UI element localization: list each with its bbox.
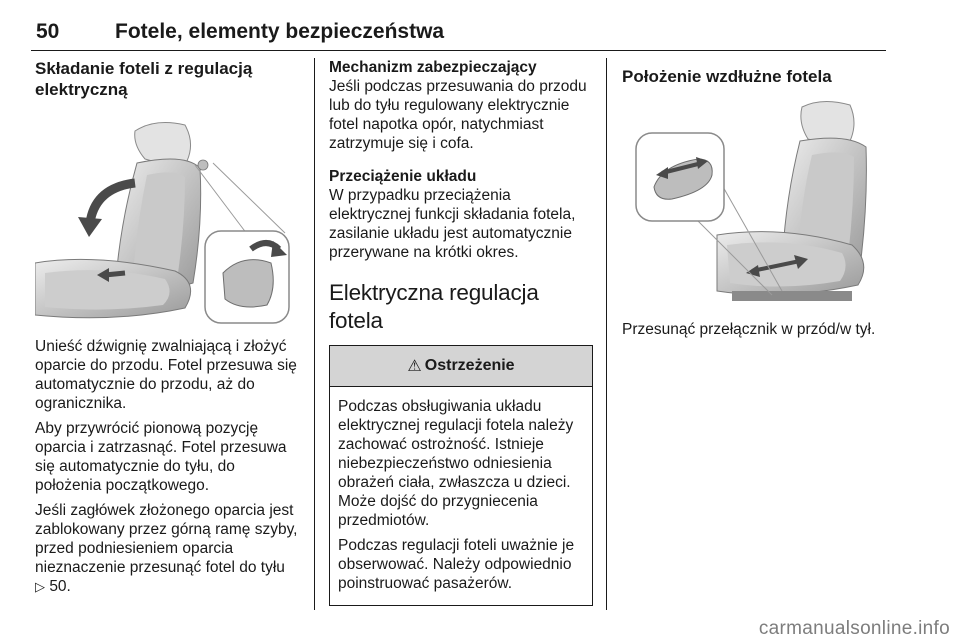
chapter-title: Fotele, elementy bezpieczeństwa	[115, 20, 445, 43]
page-reference[interactable]: 50.	[49, 578, 71, 595]
section-heading-folding: Składanie foteli z regulacją elektryczną	[35, 59, 253, 99]
column-right	[622, 66, 886, 87]
paragraph: Aby przywrócić pionową pozycję oparcia i zatrzasnąć. Fotel przesuwa się automatycznie do tyłu, do położenia początkowego.	[35, 420, 287, 494]
column-divider	[606, 58, 607, 610]
subheading-overload: Przeciążenie układu	[329, 168, 477, 185]
section-heading-longitudinal: Położenie wzdłużne fotela	[622, 67, 832, 86]
caption: Przesunąć przełącznik w przód/w tył.	[622, 321, 876, 338]
seat-longitudinal-illustration	[622, 95, 886, 307]
paragraph: Unieść dźwignię zwalniającą i złożyć oparcie do przodu. Fotel przesuwa się automatycznie do przodu, aż do ogranicznika.	[35, 338, 297, 412]
column-left-body	[35, 337, 303, 596]
watermark: carmanualsonline.info	[758, 618, 950, 639]
column-right-caption	[622, 320, 886, 339]
warning-box	[329, 345, 593, 606]
paragraph: W przypadku przeciążenia elektrycznej funkcji składania fotela, zasilanie układu jest automatycznie przerywane na krótki okres.	[329, 187, 576, 261]
warning-paragraph: Podczas obsługiwania układu elektrycznej regulacji fotela należy zachować ostrożność. Istnieje niebezpieczeństwo odniesienia obrażeń ciała, zwłaszcza u dzieci. Może dojść do przygniecenia przedmiotów.	[338, 398, 574, 529]
subheading-safety-mechanism: Mechanizm zabezpieczający	[329, 59, 537, 76]
paragraph: Jeśli zagłówek złożonego oparcia jest zablokowany przez górną ramę szyby, przed podniesieniem oparcia nieznaczenie przesunąć fotel do tyłu ▷ 50.	[35, 502, 298, 595]
warning-icon: ⚠	[407, 358, 422, 375]
section-heading-electric-adjustment: Elektryczna regulacja fotela	[329, 280, 539, 333]
column-middle	[329, 58, 593, 606]
column-left	[35, 58, 303, 100]
warning-header	[330, 346, 592, 387]
column-divider	[314, 58, 315, 610]
seat-folding-illustration	[35, 113, 303, 328]
page-number: 50	[36, 20, 60, 43]
warning-paragraph: Podczas regulacji foteli uważnie je obserwować. Należy odpowiednio poinstruować pasażerów.	[338, 537, 575, 592]
paragraph: Jeśli podczas przesuwania do przodu lub do tyłu regulowany elektrycznie fotel napotka opór, natychmiast zatrzymuje się i cofa.	[329, 78, 587, 152]
page-header	[31, 14, 886, 51]
page-reference-icon: ▷	[35, 579, 45, 594]
warning-body	[330, 387, 592, 605]
warning-title: Ostrzeżenie	[424, 357, 515, 374]
